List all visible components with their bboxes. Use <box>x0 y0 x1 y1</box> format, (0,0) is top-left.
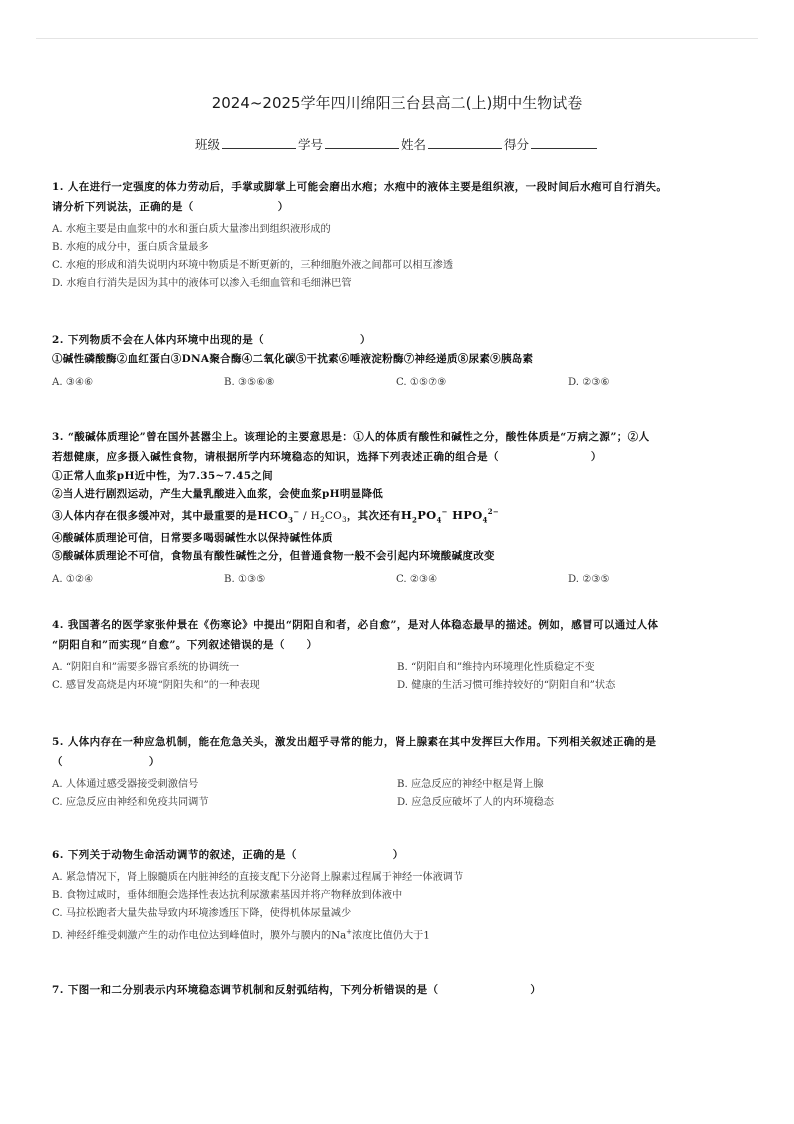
question-6-option-b: B. 食物过咸时，垂体细胞会选择性表达抗利尿激素基因并将产物释放到体液中 <box>52 890 403 901</box>
question-3-stem: 3. “酸碱体质理论”曾在国外甚嚣尘上。该理论的主要意思是：①人的体质有酸性和碱性之分，酸性体质是“万病之源”；②人 若想健康，应多摄入碱性食物，请根据所学内环境稳态的知识，选择下列表述正确的组合是（ ） <box>52 431 650 463</box>
question-6-option-c: C. 马拉松跑者大量失盐导致内环境渗透压下降，使得机体尿量减少 <box>52 908 352 919</box>
student-info-line <box>0 135 794 153</box>
question-4-option-d: D. 健康的生活习惯可维持较好的“阴阳自和”状态 <box>397 680 616 691</box>
class-blank <box>222 136 296 149</box>
name-blank <box>428 136 502 149</box>
question-1-option-b: B. 水疱的成分中，蛋白质含量最多 <box>52 242 209 253</box>
question-6-option-d: D. 神经纤维受刺激产生的动作电位达到峰值时，膜外与膜内的Na+浓度比值仍大于1 <box>52 928 430 942</box>
question-3-options <box>52 571 752 589</box>
question-1 <box>52 177 752 293</box>
question-5-option-d: D. 应急反应破坏了人的内环境稳态 <box>397 797 554 808</box>
question-6-stem: 6. 下列关于动物生命活动调节的叙述，正确的是（ ） <box>52 849 404 861</box>
question-1-option-c: C. 水疱的形成和消失说明内环境中物质是不断更新的，三种细胞外液之间都可以相互渗透 <box>52 260 454 271</box>
score-blank <box>531 136 597 149</box>
question-2-option-a: A. ③④⑥ <box>52 377 94 388</box>
name-label: 姓名 <box>401 137 427 152</box>
question-1-stem: 1. 人在进行一定强度的体力劳动后，手掌或脚掌上可能会磨出水疱；水疱中的液体主要是组织液，一段时间后水疱可自行消失。 请分析下列说法，正确的是（ ） <box>52 181 668 213</box>
question-4-stem: 4. 我国著名的医学家张仲景在《伤寒论》中提出“阴阳自和者，必自愈”，是对人体稳态最早的描述。例如，感冒可以通过人体 “阴阳自和”而实现“自愈”。下列叙述错误的是（ ） <box>52 619 659 651</box>
question-1-option-d: D. 水疱自行消失是因为其中的液体可以渗入毛细血管和毛细淋巴管 <box>52 278 352 289</box>
question-3-statement-4: ④酸碱体质理论可信，日常要多喝弱碱性水以保持碱性体质 <box>52 532 333 545</box>
question-7-stem: 7. 下图一和二分别表示内环境稳态调节机制和反射弧结构，下列分析错误的是（ ） <box>52 984 542 996</box>
question-2-option-c: C. ①⑤⑦⑨ <box>396 377 447 388</box>
question-5-stem: 5. 人体内存在一种应急机制，能在危急关头，激发出超乎寻常的能力，肾上腺素在其中发挥巨大作用。下列相关叙述正确的是 （ ） <box>52 736 657 768</box>
question-3 <box>52 427 752 589</box>
question-4-option-a: A. “阴阳自和”需要多器官系统的协调统一 <box>52 662 240 673</box>
question-2-option-d: D. ②③⑥ <box>568 377 610 388</box>
question-6-option-a: A. 紧急情况下，肾上腺髓质在内脏神经的直接支配下分泌肾上腺素过程属于神经一体液调节 <box>52 872 464 883</box>
question-3-statement-3: ③人体内存在很多缓冲对，其中最重要的是$HCO_3^- / H_2CO_3$，其次还有$H_2PO_4^-$ $HPO_4^{2-}$ <box>52 507 500 525</box>
page-title: 2024~2025学年四川绵阳三台县高二(上)期中生物试卷 <box>211 94 583 112</box>
question-3-option-a: A. ①②④ <box>52 574 94 586</box>
question-3-option-b: B. ①③⑤ <box>224 574 266 586</box>
question-5 <box>52 732 752 812</box>
question-5-option-a: A. 人体通过感受器接受刺激信号 <box>52 779 199 790</box>
question-5-option-c: C. 应急反应由神经和免疫共同调节 <box>52 797 209 808</box>
question-2-options <box>52 374 752 392</box>
question-3-option-c: C. ②③④ <box>396 574 438 586</box>
id-blank <box>325 136 399 149</box>
question-4 <box>52 615 752 695</box>
question-2 <box>52 330 752 392</box>
question-5-option-b: B. 应急反应的神经中枢是肾上腺 <box>397 779 544 790</box>
question-7 <box>52 980 752 1000</box>
question-2-option-b: B. ③⑤⑥⑧ <box>224 377 275 388</box>
score-label: 得分 <box>504 137 530 152</box>
question-4-option-b: B. “阴阳自和”维持内环境理化性质稳定不变 <box>397 662 595 673</box>
question-2-list: ①碱性磷酸酶②血红蛋白③DNA聚合酶④二氧化碳⑤干扰素⑥唾液淀粉酶⑦神经递质⑧尿素⑨胰岛素 <box>52 353 534 365</box>
question-4-option-c: C. 感冒发高烧是内环境“阴阳失和”的一种表现 <box>52 680 260 691</box>
question-6 <box>52 845 752 945</box>
question-3-statement-1: ①正常人血浆pH近中性，为7.35~7.45之间 <box>52 470 273 482</box>
question-3-statement-2: ②当人进行剧烈运动，产生大量乳酸进入血浆，会使血浆pH明显降低 <box>52 488 384 500</box>
class-label: 班级 <box>194 137 220 152</box>
header-divider <box>36 38 758 39</box>
question-3-statement-5: ⑤酸碱体质理论不可信，食物虽有酸性碱性之分，但普通食物一般不会引起内环境酸碱度改变 <box>52 550 495 563</box>
question-3-option-d: D. ②③⑤ <box>568 574 610 586</box>
id-label: 学号 <box>297 137 323 152</box>
question-1-option-a: A. 水疱主要是由血浆中的水和蛋白质大量渗出到组织液形成的 <box>52 224 331 235</box>
question-2-stem: 2. 下列物质不会在人体内环境中出现的是（ ） <box>52 334 371 346</box>
